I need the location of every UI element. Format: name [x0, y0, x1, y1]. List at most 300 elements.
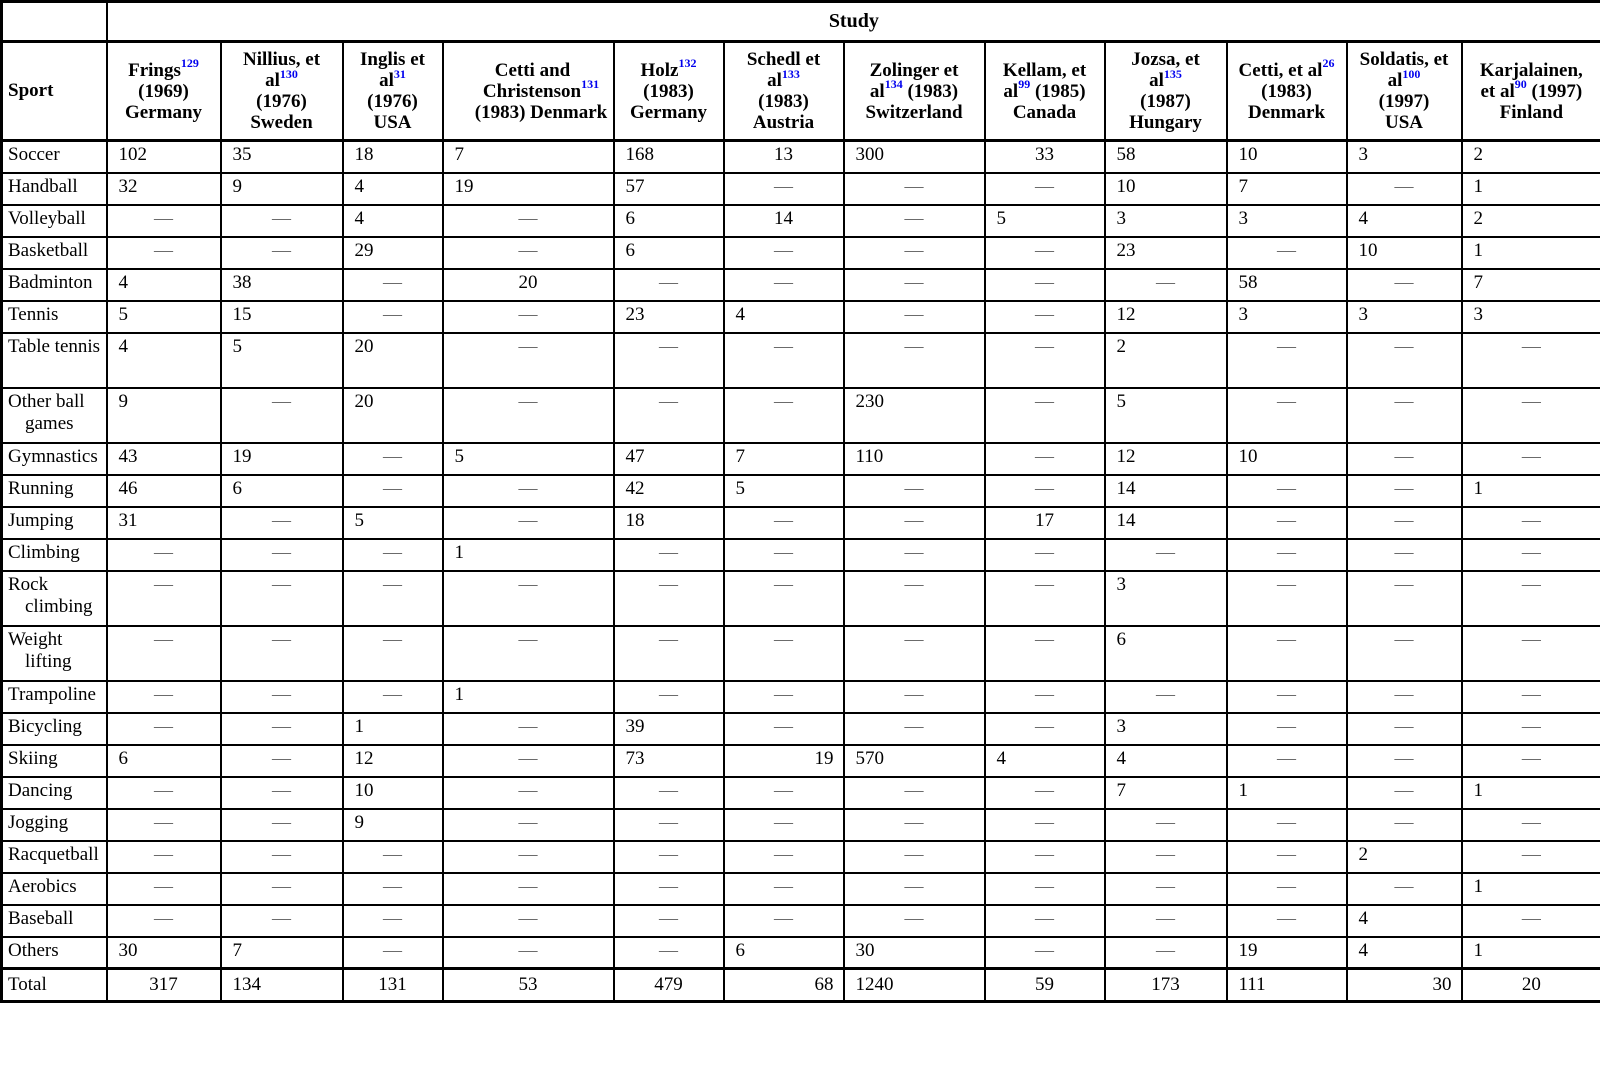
value-cell: 4	[1347, 937, 1462, 969]
empty-value-cell: —	[844, 571, 985, 626]
empty-value-cell: —	[443, 301, 614, 333]
study-header-line: et al$^{90}$ (1997)	[1480, 77, 1583, 102]
study-column-header	[343, 42, 443, 141]
value-cell: 7	[221, 937, 343, 969]
value-cell: 1	[1462, 475, 1600, 507]
total-row	[2, 969, 1600, 1002]
value-cell: 1	[1462, 873, 1600, 905]
value-cell: 29	[343, 237, 443, 269]
study-header-line: Holz$^{132}$	[640, 56, 697, 81]
table-row	[2, 205, 1600, 237]
value-cell: 12	[343, 745, 443, 777]
value-cell: 102	[107, 141, 221, 173]
empty-value-cell: —	[724, 713, 844, 745]
empty-value-cell: —	[844, 905, 985, 937]
value-cell: 4	[1105, 745, 1227, 777]
study-column-header	[1347, 42, 1462, 141]
empty-value-cell: —	[614, 777, 724, 809]
empty-value-cell: —	[614, 937, 724, 969]
empty-value-cell: —	[1227, 873, 1347, 905]
empty-value-cell: —	[1347, 713, 1462, 745]
empty-value-cell: —	[107, 777, 221, 809]
table-row	[2, 301, 1600, 333]
study-header-line: (1997)	[1378, 91, 1430, 112]
value-cell: 2	[1462, 205, 1600, 237]
value-cell: 3	[1227, 301, 1347, 333]
value-cell: 23	[1105, 237, 1227, 269]
empty-value-cell: —	[221, 905, 343, 937]
empty-value-cell: —	[343, 269, 443, 301]
value-cell: 9	[343, 809, 443, 841]
sport-label-cell: Others	[2, 937, 107, 969]
empty-value-cell: —	[221, 571, 343, 626]
citation-link[interactable]: 99	[1018, 77, 1031, 92]
empty-value-cell: —	[985, 626, 1105, 681]
study-header-line: Inglis et	[360, 49, 425, 70]
empty-value-cell: —	[1462, 745, 1600, 777]
empty-value-cell: —	[1347, 809, 1462, 841]
value-cell: 3	[1105, 713, 1227, 745]
empty-value-cell: —	[985, 237, 1105, 269]
empty-value-cell: —	[985, 388, 1105, 443]
empty-value-cell: —	[343, 937, 443, 969]
value-cell: 479	[614, 969, 724, 1002]
citation-link[interactable]: 132	[678, 56, 697, 71]
sport-label-cell: Baseball	[2, 905, 107, 937]
empty-value-cell: —	[443, 507, 614, 539]
empty-value-cell: —	[614, 905, 724, 937]
empty-value-cell: —	[1462, 809, 1600, 841]
study-header-line: USA	[373, 112, 412, 133]
empty-value-cell: —	[343, 539, 443, 571]
column-header-row	[2, 42, 1600, 141]
empty-value-cell: —	[1227, 237, 1347, 269]
value-cell: 5	[343, 507, 443, 539]
sport-label-cell: Skiing	[2, 745, 107, 777]
sport-label-cell: Racquetball	[2, 841, 107, 873]
empty-value-cell: —	[1227, 841, 1347, 873]
value-cell: 19	[443, 173, 614, 205]
value-cell: 20	[343, 388, 443, 443]
study-header-line: Finland	[1499, 101, 1564, 123]
empty-value-cell: —	[614, 841, 724, 873]
study-header-line: Karjalainen,	[1479, 59, 1583, 81]
empty-value-cell: —	[724, 507, 844, 539]
empty-value-cell: —	[724, 571, 844, 626]
empty-value-cell: —	[1347, 873, 1462, 905]
sport-label-cell: Aerobics	[2, 873, 107, 905]
empty-value-cell: —	[443, 237, 614, 269]
study-header-line: Canada	[1012, 101, 1077, 123]
empty-value-cell: —	[107, 873, 221, 905]
value-cell: 20	[343, 333, 443, 388]
empty-value-cell: —	[1227, 388, 1347, 443]
table-row	[2, 388, 1600, 443]
empty-value-cell: —	[1462, 388, 1600, 443]
value-cell: 4	[985, 745, 1105, 777]
table-row	[2, 141, 1600, 173]
empty-value-cell: —	[844, 873, 985, 905]
empty-value-cell: —	[443, 626, 614, 681]
table-row	[2, 745, 1600, 777]
value-cell: 7	[1227, 173, 1347, 205]
study-header-line: USA	[1384, 112, 1423, 133]
empty-value-cell: —	[1227, 539, 1347, 571]
value-cell: 5	[724, 475, 844, 507]
value-cell: 46	[107, 475, 221, 507]
value-cell: 10	[1105, 173, 1227, 205]
value-cell: 300	[844, 141, 985, 173]
empty-value-cell: —	[985, 841, 1105, 873]
citation-link[interactable]: 133	[781, 66, 800, 81]
study-header-line: (1976)	[367, 91, 418, 112]
table-row	[2, 777, 1600, 809]
study-header-line: Denmark	[1247, 101, 1326, 123]
value-cell: 12	[1105, 443, 1227, 475]
empty-value-cell: —	[844, 841, 985, 873]
value-cell: 1	[1462, 237, 1600, 269]
value-cell: 2	[1347, 841, 1462, 873]
empty-value-cell: —	[107, 626, 221, 681]
study-column-header	[1227, 42, 1347, 141]
study-header-line: al$^{130}$	[265, 66, 298, 91]
sport-label-cell: Basketball	[2, 237, 107, 269]
study-header-line: al$^{135}$	[1149, 66, 1182, 91]
value-cell: 13	[724, 141, 844, 173]
citation-link[interactable]: 26	[1322, 56, 1335, 71]
study-header-line: Zolinger et	[869, 59, 959, 81]
empty-value-cell: —	[343, 905, 443, 937]
empty-value-cell: —	[1347, 745, 1462, 777]
value-cell: 230	[844, 388, 985, 443]
value-cell: 7	[1462, 269, 1600, 301]
empty-value-cell: —	[985, 475, 1105, 507]
value-cell: 1	[443, 681, 614, 713]
value-cell: 59	[985, 969, 1105, 1002]
sport-label-cell: Trampoline	[2, 681, 107, 713]
citation-link[interactable]: 131	[581, 77, 600, 92]
empty-value-cell: —	[221, 745, 343, 777]
empty-value-cell: —	[443, 841, 614, 873]
empty-value-cell: —	[614, 269, 724, 301]
value-cell: 3	[1347, 301, 1462, 333]
empty-value-cell: —	[221, 777, 343, 809]
sport-label-cell: Table tennis	[2, 333, 107, 388]
empty-value-cell: —	[844, 333, 985, 388]
value-cell: 7	[443, 141, 614, 173]
study-header-line: Hungary	[1129, 112, 1202, 133]
empty-value-cell: —	[844, 301, 985, 333]
empty-value-cell: —	[343, 443, 443, 475]
empty-value-cell: —	[343, 571, 443, 626]
table-row	[2, 681, 1600, 713]
empty-value-cell: —	[1347, 571, 1462, 626]
value-cell: 134	[221, 969, 343, 1002]
empty-value-cell: —	[443, 745, 614, 777]
empty-value-cell: —	[614, 571, 724, 626]
value-cell: 9	[221, 173, 343, 205]
value-cell: 6	[614, 205, 724, 237]
empty-value-cell: —	[1462, 443, 1600, 475]
empty-value-cell: —	[844, 809, 985, 841]
study-header-line: (1983) Denmark	[474, 101, 608, 123]
citation-link[interactable]: 100	[1402, 66, 1421, 81]
empty-value-cell: —	[1227, 745, 1347, 777]
sport-label-cell: Running	[2, 475, 107, 507]
empty-value-cell: —	[343, 475, 443, 507]
value-cell: 30	[107, 937, 221, 969]
empty-value-cell: —	[724, 626, 844, 681]
empty-value-cell: —	[1227, 713, 1347, 745]
empty-value-cell: —	[614, 539, 724, 571]
value-cell: 10	[343, 777, 443, 809]
empty-value-cell: —	[221, 237, 343, 269]
empty-value-cell: —	[221, 507, 343, 539]
study-header-line: Germany	[124, 101, 203, 123]
value-cell: 3	[1105, 571, 1227, 626]
empty-value-cell: —	[1347, 777, 1462, 809]
value-cell: 30	[844, 937, 985, 969]
value-cell: 5	[1105, 388, 1227, 443]
empty-value-cell: —	[724, 388, 844, 443]
value-cell: 3	[1227, 205, 1347, 237]
empty-value-cell: —	[724, 777, 844, 809]
value-cell: 111	[1227, 969, 1347, 1002]
study-header-line: (1976)	[256, 91, 307, 112]
value-cell: 4	[107, 269, 221, 301]
citation-link[interactable]: 134	[884, 77, 903, 92]
empty-value-cell: —	[343, 301, 443, 333]
study-header-line: Austria	[752, 112, 815, 133]
empty-value-cell: —	[1347, 388, 1462, 443]
empty-value-cell: —	[1347, 681, 1462, 713]
empty-value-cell: —	[724, 873, 844, 905]
empty-value-cell: —	[985, 681, 1105, 713]
table-row	[2, 571, 1600, 626]
empty-value-cell: —	[844, 205, 985, 237]
study-column-header	[221, 42, 343, 141]
empty-value-cell: —	[1462, 905, 1600, 937]
empty-value-cell: —	[221, 539, 343, 571]
empty-value-cell: —	[1105, 681, 1227, 713]
value-cell: 38	[221, 269, 343, 301]
value-cell: 1	[1462, 777, 1600, 809]
sport-label-cell: Weight lifting	[2, 626, 107, 681]
study-header-line: Soldatis, et	[1359, 49, 1449, 70]
sport-label-cell: Handball	[2, 173, 107, 205]
empty-value-cell: —	[1227, 475, 1347, 507]
empty-value-cell: —	[443, 205, 614, 237]
value-cell: 14	[1105, 507, 1227, 539]
empty-value-cell: —	[1462, 681, 1600, 713]
empty-value-cell: —	[107, 539, 221, 571]
study-column-header	[443, 42, 614, 141]
empty-value-cell: —	[107, 237, 221, 269]
value-cell: 39	[614, 713, 724, 745]
empty-value-cell: —	[985, 301, 1105, 333]
empty-value-cell: —	[1227, 809, 1347, 841]
empty-value-cell: —	[1227, 507, 1347, 539]
empty-value-cell: —	[343, 681, 443, 713]
table-row	[2, 475, 1600, 507]
sport-header: Sport	[2, 42, 107, 141]
empty-value-cell: —	[443, 905, 614, 937]
value-cell: 3	[1347, 141, 1462, 173]
sport-label-cell: Other ball games	[2, 388, 107, 443]
empty-value-cell: —	[844, 173, 985, 205]
value-cell: 47	[614, 443, 724, 475]
empty-value-cell: —	[1347, 269, 1462, 301]
value-cell: 68	[724, 969, 844, 1002]
empty-value-cell: —	[1462, 539, 1600, 571]
empty-value-cell: —	[1347, 173, 1462, 205]
empty-value-cell: —	[614, 626, 724, 681]
study-header-line: (1983)	[758, 91, 809, 112]
empty-value-cell: —	[1347, 443, 1462, 475]
table-row	[2, 269, 1600, 301]
value-cell: 10	[1227, 141, 1347, 173]
value-cell: 33	[985, 141, 1105, 173]
sport-label-cell: Total	[2, 969, 107, 1002]
study-header: Study	[107, 2, 1600, 42]
empty-value-cell: —	[985, 905, 1105, 937]
empty-value-cell: —	[724, 841, 844, 873]
value-cell: 2	[1105, 333, 1227, 388]
empty-value-cell: —	[1105, 539, 1227, 571]
empty-value-cell: —	[221, 873, 343, 905]
study-header-line: Kellam, et	[1002, 59, 1087, 81]
study-header-line: (1969)	[138, 80, 189, 102]
empty-value-cell: —	[107, 571, 221, 626]
table-row	[2, 905, 1600, 937]
empty-value-cell: —	[443, 333, 614, 388]
study-header-line: al$^{31}$	[379, 66, 406, 91]
empty-value-cell: —	[107, 905, 221, 937]
empty-value-cell: —	[1105, 841, 1227, 873]
table-row	[2, 539, 1600, 571]
empty-value-cell: —	[1105, 873, 1227, 905]
value-cell: 20	[443, 269, 614, 301]
empty-value-cell: —	[844, 539, 985, 571]
empty-value-cell: —	[1227, 571, 1347, 626]
citation-link[interactable]: 31	[393, 66, 406, 81]
value-cell: 173	[1105, 969, 1227, 1002]
empty-value-cell: —	[1227, 333, 1347, 388]
empty-value-cell: —	[1462, 507, 1600, 539]
table-row	[2, 937, 1600, 969]
sport-label-cell: Bicycling	[2, 713, 107, 745]
value-cell: 110	[844, 443, 985, 475]
sport-label-cell: Soccer	[2, 141, 107, 173]
empty-value-cell: —	[724, 809, 844, 841]
value-cell: 23	[614, 301, 724, 333]
empty-value-cell: —	[1105, 937, 1227, 969]
empty-value-cell: —	[724, 237, 844, 269]
value-cell: 1	[343, 713, 443, 745]
value-cell: 12	[1105, 301, 1227, 333]
empty-value-cell: —	[1347, 626, 1462, 681]
value-cell: 570	[844, 745, 985, 777]
value-cell: 53	[443, 969, 614, 1002]
table-row	[2, 443, 1600, 475]
table-row	[2, 333, 1600, 388]
citation-link[interactable]: 130	[279, 66, 298, 81]
value-cell: 6	[614, 237, 724, 269]
empty-value-cell: —	[985, 713, 1105, 745]
value-cell: 6	[107, 745, 221, 777]
study-header-line: Christenson$^{131}$	[482, 77, 600, 102]
empty-value-cell: —	[1347, 539, 1462, 571]
empty-value-cell: —	[724, 173, 844, 205]
empty-value-cell: —	[724, 539, 844, 571]
value-cell: 19	[724, 745, 844, 777]
corner-cell	[2, 2, 107, 42]
value-cell: 32	[107, 173, 221, 205]
empty-value-cell: —	[985, 937, 1105, 969]
empty-value-cell: —	[343, 873, 443, 905]
value-cell: 317	[107, 969, 221, 1002]
empty-value-cell: —	[107, 841, 221, 873]
value-cell: 6	[724, 937, 844, 969]
value-cell: 14	[724, 205, 844, 237]
study-header-line: Nillius, et	[242, 49, 321, 70]
sport-label-cell: Tennis	[2, 301, 107, 333]
value-cell: 15	[221, 301, 343, 333]
empty-value-cell: —	[107, 809, 221, 841]
empty-value-cell: —	[844, 713, 985, 745]
study-header-line: al$^{133}$	[767, 66, 800, 91]
empty-value-cell: —	[724, 269, 844, 301]
study-column-header	[985, 42, 1105, 141]
empty-value-cell: —	[221, 809, 343, 841]
value-cell: 4	[343, 205, 443, 237]
empty-value-cell: —	[443, 937, 614, 969]
empty-value-cell: —	[443, 873, 614, 905]
value-cell: 3	[1105, 205, 1227, 237]
empty-value-cell: —	[221, 626, 343, 681]
value-cell: 3	[1462, 301, 1600, 333]
citation-link[interactable]: 129	[180, 56, 199, 71]
value-cell: 2	[1462, 141, 1600, 173]
value-cell: 5	[107, 301, 221, 333]
study-header-line: al$^{134}$ (1983)	[869, 77, 959, 102]
value-cell: 131	[343, 969, 443, 1002]
empty-value-cell: —	[1347, 507, 1462, 539]
empty-value-cell: —	[1462, 713, 1600, 745]
empty-value-cell: —	[343, 841, 443, 873]
empty-value-cell: —	[844, 237, 985, 269]
value-cell: 6	[1105, 626, 1227, 681]
empty-value-cell: —	[221, 388, 343, 443]
empty-value-cell: —	[1227, 626, 1347, 681]
empty-value-cell: —	[343, 626, 443, 681]
empty-value-cell: —	[1347, 475, 1462, 507]
value-cell: 7	[1105, 777, 1227, 809]
study-header-line: Cetti, et al$^{26}$	[1238, 56, 1335, 81]
value-cell: 14	[1105, 475, 1227, 507]
empty-value-cell: —	[614, 873, 724, 905]
value-cell: 43	[107, 443, 221, 475]
citation-link[interactable]: 135	[1163, 66, 1182, 81]
study-header-line: al$^{100}$	[1387, 66, 1421, 91]
value-cell: 4	[343, 173, 443, 205]
table-row	[2, 507, 1600, 539]
study-header-line: al$^{99}$ (1985)	[1003, 77, 1086, 102]
value-cell: 18	[614, 507, 724, 539]
study-header-line: Sweden	[250, 112, 313, 133]
citation-link[interactable]: 90	[1514, 77, 1527, 92]
sport-label-cell: Dancing	[2, 777, 107, 809]
